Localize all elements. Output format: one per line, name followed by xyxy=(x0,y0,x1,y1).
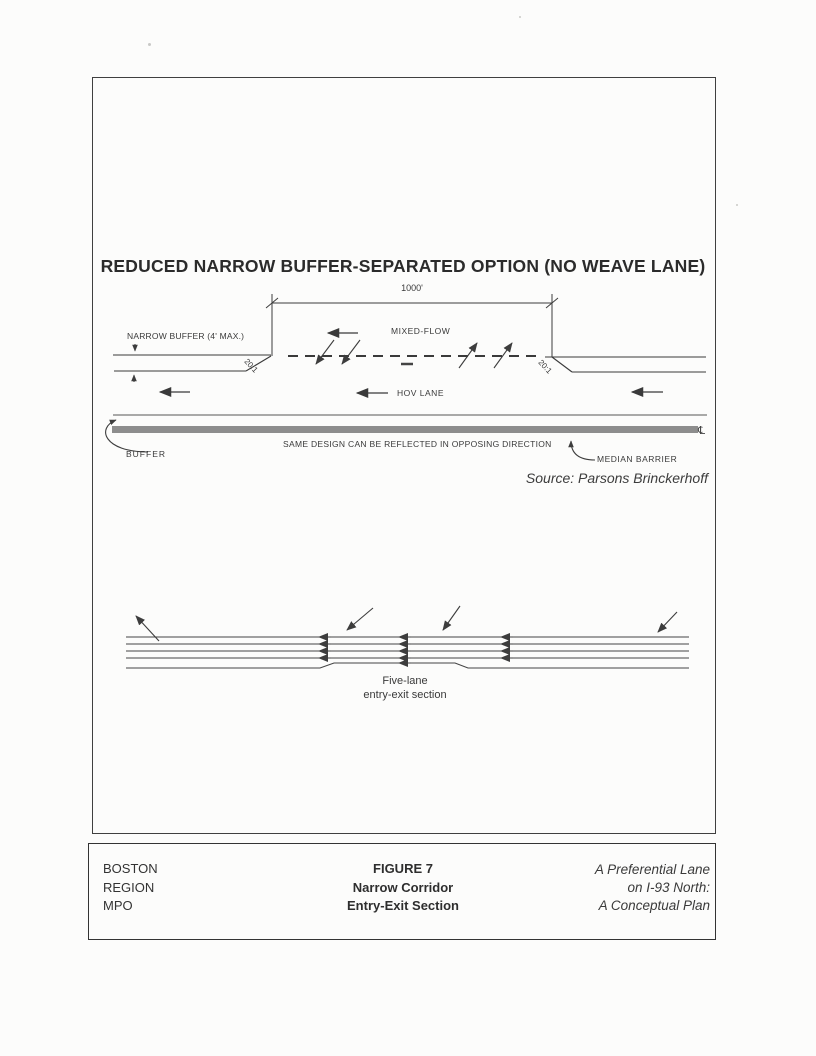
agency-line: REGION xyxy=(103,879,155,895)
buffer-label: BUFFER xyxy=(126,449,166,459)
report-title-line2: on I-93 North: xyxy=(627,880,710,895)
figure-name-line1: Narrow Corridor xyxy=(352,879,454,895)
agency-line: MPO xyxy=(103,898,133,913)
report-title xyxy=(595,861,710,915)
figure-number: FIGURE 7 xyxy=(373,861,433,876)
taper-ratio-right-label: 20:1 xyxy=(536,358,554,376)
agency-line: BOSTON xyxy=(103,861,158,876)
scan-speckle xyxy=(736,204,738,206)
section-caption-line1: Five-lane xyxy=(382,675,428,687)
dimension-label: 1000' xyxy=(401,283,423,293)
report-title-line3: A Conceptual Plan xyxy=(598,898,710,913)
source-note: Source: Parsons Brinckerhoff xyxy=(525,470,708,486)
figure-title: REDUCED NARROW BUFFER-SEPARATED OPTION (NO WEAVE LANE) xyxy=(100,256,706,276)
median-barrier-label: MEDIAN BARRIER xyxy=(597,454,678,464)
section-caption-line2: entry-exit section xyxy=(363,689,447,701)
report-title-line1: A Preferential Lane xyxy=(594,862,710,877)
taper-ratio-left-label: 20:1 xyxy=(242,357,260,375)
scan-speckle xyxy=(148,43,151,46)
narrow-buffer-label: NARROW BUFFER (4' MAX.) xyxy=(127,331,245,341)
mirror-note: SAME DESIGN CAN BE REFLECTED IN OPPOSING DIRECTION xyxy=(283,439,552,449)
scan-speckle xyxy=(519,16,521,18)
centerline-symbol: ℄ xyxy=(698,425,706,437)
mixed-flow-label: MIXED-FLOW xyxy=(391,326,451,336)
hov-lane-label: HOV LANE xyxy=(397,388,444,398)
figure-name-line2: Entry-Exit Section xyxy=(347,898,459,913)
